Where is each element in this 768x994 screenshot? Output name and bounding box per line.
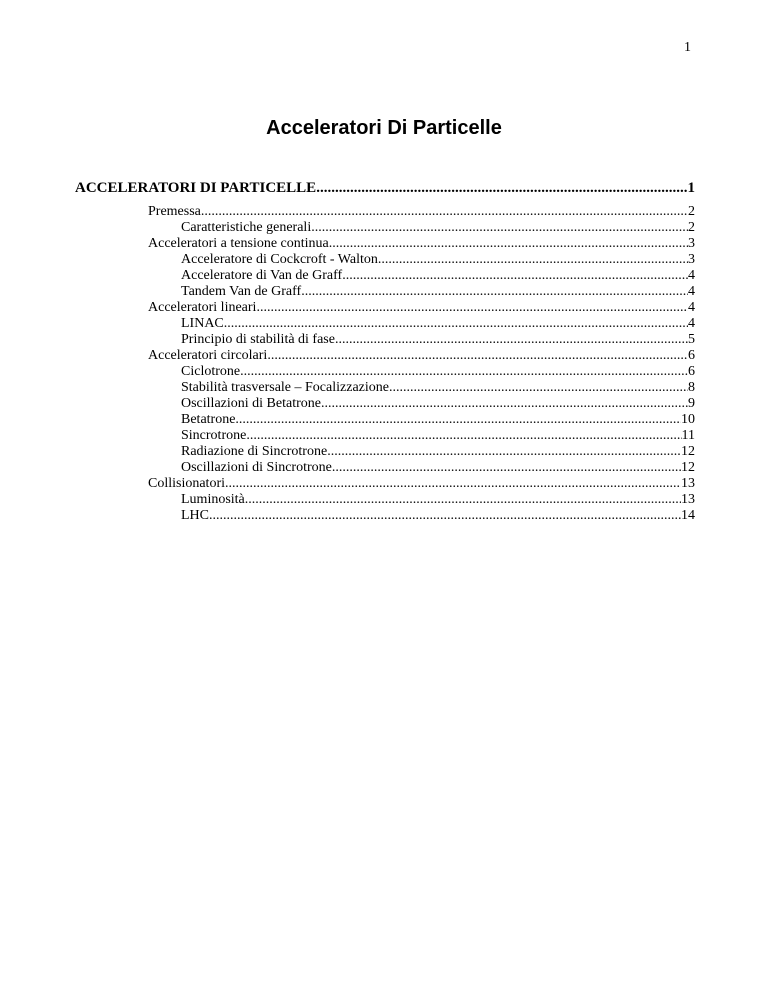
toc-entry-page: 2 [688, 220, 695, 235]
toc-entry-label: Collisionatori [148, 476, 225, 491]
toc-entry-acceleratori-lineari[interactable] [148, 300, 695, 316]
toc-entry-page: 9 [688, 396, 695, 411]
toc-entry-page: 3 [688, 236, 695, 251]
toc-entry-label: LHC [181, 508, 209, 523]
toc-entry-tandem-van-de-graff[interactable] [181, 284, 695, 300]
toc-entry-radiazione-di-sincrotrone[interactable] [181, 444, 695, 460]
toc-entry-page: 11 [681, 428, 695, 443]
toc-entry-label: Oscillazioni di Betatrone [181, 396, 321, 411]
toc-entry-acceleratore-di-van-de-graff[interactable] [181, 268, 695, 284]
toc-entry-page: 4 [688, 268, 695, 283]
toc-entry-luminosita[interactable] [181, 492, 695, 508]
toc-entry-stabilita-trasversale-focalizzazione[interactable] [181, 380, 695, 396]
toc-entry-label: Oscillazioni di Sincrotrone [181, 460, 332, 475]
document-title: Acceleratori Di Particelle [266, 117, 502, 139]
toc-entry-sincrotrone[interactable] [181, 428, 695, 444]
toc-entry-page: 4 [688, 300, 695, 315]
toc-entry-label: Betatrone [181, 412, 236, 427]
toc-entry-page: 2 [688, 204, 695, 219]
toc-entry-label: Acceleratore di Van de Graff [181, 268, 343, 283]
toc-entry-label: Acceleratori a tensione continua [148, 236, 329, 251]
page-number: 1 [684, 40, 691, 55]
toc-entry-label: Ciclotrone [181, 364, 241, 379]
toc-entry-page: 4 [688, 316, 695, 331]
toc-entry-label: Radiazione di Sincrotrone [181, 444, 328, 459]
toc-entry-label: Acceleratori circolari [148, 348, 268, 363]
toc-entry-label: Tandem Van de Graff [181, 284, 302, 299]
toc-entry-page: 10 [681, 412, 695, 427]
toc-entry-page: 13 [681, 476, 695, 491]
toc-entry-label: Principio di stabilità di fase [181, 332, 335, 347]
toc-entry-collisionatori[interactable] [148, 476, 695, 492]
toc-entry-page: 4 [688, 284, 695, 299]
toc-entry-label: Acceleratore di Cockcroft - Walton [181, 252, 378, 267]
toc-entry-label: Sincrotrone [181, 428, 247, 443]
toc-entry-label: Premessa [148, 204, 201, 219]
toc-entry-page: 12 [681, 460, 695, 475]
toc-entry-page: 6 [688, 348, 695, 363]
toc-entry-oscillazioni-di-sincrotrone[interactable] [181, 460, 695, 476]
toc-entry-page: 8 [688, 380, 695, 395]
toc-entry-label: Acceleratori lineari [148, 300, 257, 315]
toc-entry-acceleratori-a-tensione-continua[interactable] [148, 236, 695, 252]
toc-entry-principio-di-stabilita-di-fase[interactable] [181, 332, 695, 348]
toc-entry-page: 6 [688, 364, 695, 379]
toc-entry-linac[interactable] [181, 316, 695, 332]
toc-entry-page: 14 [681, 508, 695, 523]
toc-entry-label: Luminosità [181, 492, 245, 507]
toc-entry-betatrone[interactable] [181, 412, 695, 428]
toc-entry-label: Caratteristiche generali [181, 220, 312, 235]
toc-entry-acceleratori-circolari[interactable] [148, 348, 695, 364]
toc-entry-lhc[interactable] [181, 508, 695, 524]
toc-entry-page: 3 [688, 252, 695, 267]
toc-entry-acceleratori-di-particelle[interactable] [75, 180, 695, 196]
toc-entry-page: 1 [687, 180, 695, 196]
toc-entry-premessa[interactable] [148, 204, 695, 220]
toc-entry-page: 5 [688, 332, 695, 347]
toc-entry-page: 12 [681, 444, 695, 459]
toc-entry-label: ACCELERATORI DI PARTICELLE [75, 180, 317, 196]
toc-entry-caratteristiche-generali[interactable] [181, 220, 695, 236]
toc-entry-oscillazioni-di-betatrone[interactable] [181, 396, 695, 412]
toc-entry-page: 13 [681, 492, 695, 507]
toc-entry-label: Stabilità trasversale – Focalizzazione [181, 380, 389, 395]
toc-entry-ciclotrone[interactable] [181, 364, 695, 380]
toc-entry-acceleratore-di-cockcroft-walton[interactable] [181, 252, 695, 268]
toc-entry-label: LINAC [181, 316, 224, 331]
